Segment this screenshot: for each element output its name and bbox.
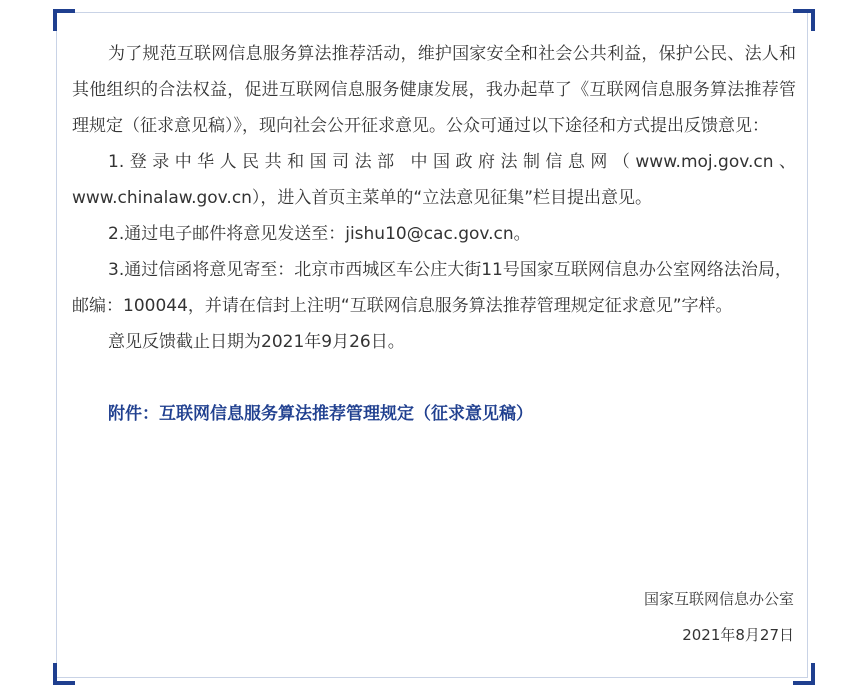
intro-paragraph: 为了规范互联网信息服务算法推荐活动，维护国家安全和社会公共利益，保护公民、法人和其他组织的合法权益，促进互联网信息服务健康发展，我办起草了《互联网信息服务算法推荐管理规定（征求意见稿）》，现向社会公开征求意见。公众可通过以下途径和方式提出反馈意见： [72, 44, 796, 136]
notice-body [72, 36, 796, 432]
feedback-item-email: 2.通过电子邮件将意见发送至：jishu10@cac.gov.cn。 [108, 224, 531, 244]
issue-date: 2021年8月27日 [682, 626, 794, 644]
feedback-item-website: 1.登录中华人民共和国司法部 中国政府法制信息网（www.moj.gov.cn、www.chinalaw.gov.cn），进入首页主菜单的“立法意见征集”栏目提出意见。 [72, 152, 796, 208]
attachment-link[interactable]: 附件：互联网信息服务算法推荐管理规定（征求意见稿） [108, 404, 533, 424]
corner-ornament-top-right [793, 9, 815, 31]
corner-ornament-bottom-right [793, 663, 815, 685]
corner-ornament-bottom-left [53, 663, 75, 685]
blank-line [72, 360, 796, 396]
feedback-item-mail: 3.通过信函将意见寄至：北京市西城区车公庄大街11号国家互联网信息办公室网络法治局，邮编：100044，并请在信封上注明“互联网信息服务算法推荐管理规定征求意见”字样。 [72, 260, 792, 316]
issuer-name: 国家互联网信息办公室 [643, 590, 794, 608]
corner-ornament-top-left [53, 9, 75, 31]
deadline-paragraph: 意见反馈截止日期为2021年9月26日。 [108, 332, 405, 352]
